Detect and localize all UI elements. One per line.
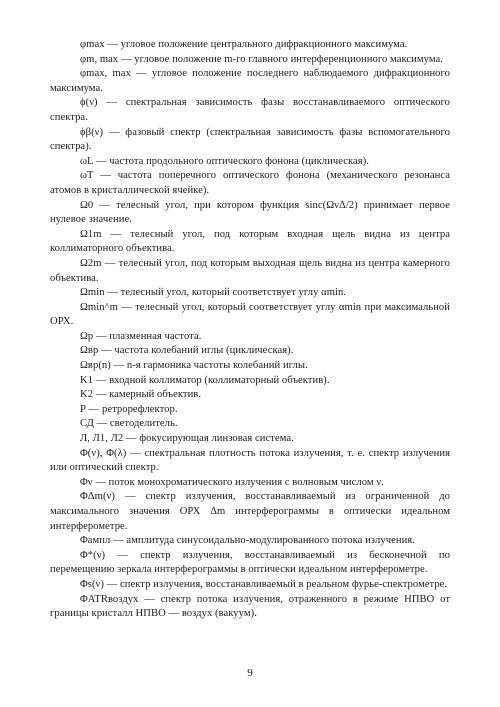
- notation-entry: ωT — частота поперечного оптического фонона (механического резонанса атомов в кристаллической ячейке).: [50, 170, 450, 196]
- notation-entry: φmax, max — угловое положение последнего наблюдаемого дифракционного максимума.: [50, 68, 450, 94]
- notation-entry: Ωвр — частота колебаний иглы (циклическая).: [80, 345, 294, 357]
- notation-entry: ϕβ(ν) — фазовый спектр (спектральная зависимость фазы вспомогательного спектра).: [50, 126, 450, 153]
- notation-entry: Р — ретрорефлектор.: [80, 403, 178, 415]
- notation-entry: Ωmin — телесный угол, который соответствует углу αmin.: [80, 287, 347, 299]
- notation-entry: Φампл — амплитуда синусоидально-модулированного потока излучения.: [80, 535, 415, 547]
- notation-entry: Φν — поток монохроматического излучения с волновым числом ν.: [80, 476, 384, 488]
- notation-entry: Ω1m — телесный угол, под которым входная щель видна из центра коллиматорного объектива.: [50, 228, 450, 255]
- page-number: 9: [247, 667, 253, 679]
- notation-entry: Ωmin^m — телесный угол, который соответствует углу αmin при максимальной ОРХ.: [50, 301, 450, 328]
- notation-entry: Φ*(ν) — спектр излучения, восстанавливаемый из бесконечной по перемещению зеркала интерферограммы в оптически идеальном интерферометре.: [50, 549, 450, 576]
- notation-entry: φm, max — угловое положение m-го главного интерференционного максимума.: [80, 53, 443, 65]
- notation-entry: Ωp — плазменная частота.: [80, 330, 202, 342]
- notation-entry: K2 — камерный объектив.: [80, 389, 202, 401]
- notation-entry: ΦΔm(ν) — спектр излучения, восстанавливаемый из ограниченной до максимального значения ОРХ Δm интерферограммы в оптически идеальном интерферометре.: [50, 491, 450, 532]
- notation-entry: φmax — угловое положение центрального дифракционного максимума.: [80, 39, 408, 50]
- notation-list: [50, 38, 450, 622]
- notation-entry: ωL — частота продольного оптического фонона (циклическая).: [80, 155, 369, 167]
- notation-entry: Ω0 — телесный угол, при котором функция sinc(ΩνΔ/2) принимает первое нулевое значение.: [50, 199, 450, 226]
- notation-entry: СД — светоделитель.: [80, 418, 178, 430]
- notation-entry: K1 — входной коллиматор (коллиматорный объектив).: [80, 374, 330, 386]
- notation-entry: Φ(ν), Φ(λ) — спектральная плотность потока излучения, т. е. спектр излучения или оптический спектр.: [50, 447, 450, 474]
- notation-entry: ϕ(ν) — спектральная зависимость фазы восстанавливаемого оптического спектра.: [50, 97, 450, 123]
- notation-entry: Ωвр(n) — n-я гармоника частоты колебаний иглы.: [80, 360, 308, 372]
- notation-entry: Ω2m — телесный угол, под которым выходная щель видна из центра камерного объектива.: [50, 257, 450, 284]
- notation-entry: Φs(ν) — спектр излучения, восстанавливаемый в реальном фурье-спектрометре.: [80, 578, 448, 590]
- notation-entry: ΦATRвоздух — спектр потока излучения, отраженного в режиме НПВО от границы кристалл НПВО — воздух (вакуум).: [50, 593, 450, 620]
- notation-entry: Л, Л1, Л2 — фокусирующая линзовая система.: [80, 433, 294, 445]
